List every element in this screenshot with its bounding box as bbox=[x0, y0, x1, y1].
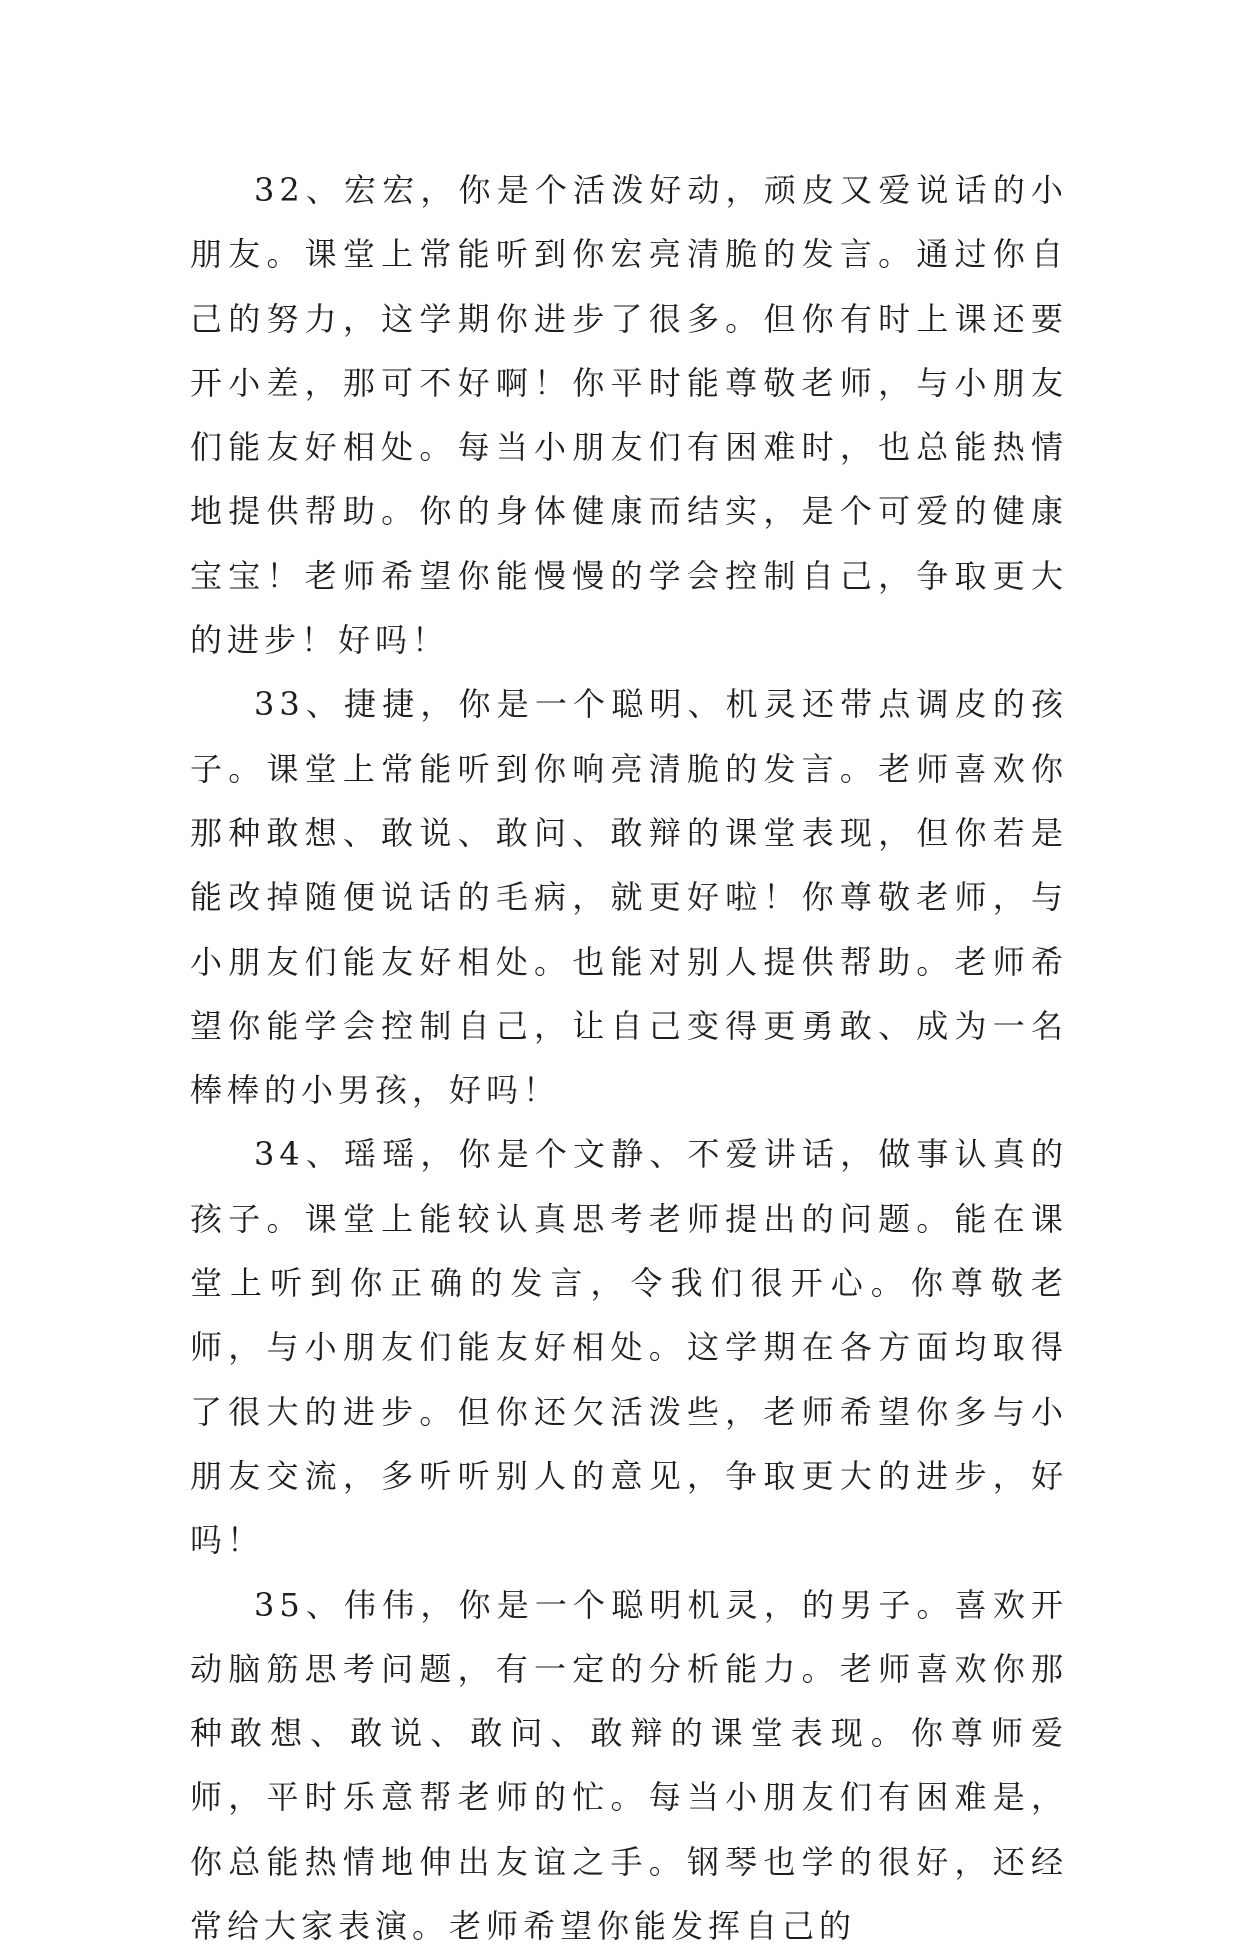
comment-paragraph-34: 34、瑶瑶，你是个文静、不爱讲话，做事认真的孩子。课堂上能较认真思考老师提出的问题。能在课堂上听到你正确的发言，令我们很开心。你尊敬老师，与小朋友们能友好相处。这学期在各方面均取得了很大的进步。但你还欠活泼些，老师希望你多与小朋友交流，多听听别人的意见，争取更大的进步，好吗！ bbox=[190, 1135, 1068, 1560]
comment-paragraph-35: 35、伟伟，你是一个聪明机灵，的男子。喜欢开动脑筋思考问题，有一定的分析能力。老师喜欢你那种敢想、敢说、敢问、敢辩的课堂表现。你尊师爱师，平时乐意帮老师的忙。每当小朋友们有困难是，你总能热情地伸出友谊之手。钢琴也学的很好，还经常给大家表演。老师希望你能发挥自己的 bbox=[190, 1585, 1068, 1946]
document-body bbox=[190, 158, 1068, 1958]
comment-paragraph-32: 32、宏宏，你是个活泼好动，顽皮又爱说话的小朋友。课堂上常能听到你宏亮清脆的发言。通过你自己的努力，这学期你进步了很多。但你有时上课还要开小差，那可不好啊！你平时能尊敬老师，与小朋友们能友好相处。每当小朋友们有困难时，也总能热情地提供帮助。你的身体健康而结实，是个可爱的健康宝宝！老师希望你能慢慢的学会控制自己，争取更大的进步！好吗！ bbox=[190, 171, 1068, 660]
comment-paragraph-33: 33、捷捷，你是一个聪明、机灵还带点调皮的孩子。课堂上常能听到你响亮清脆的发言。老师喜欢你那种敢想、敢说、敢问、敢辩的课堂表现，但你若是能改掉随便说话的毛病，就更好啦！你尊敬老师，与小朋友们能友好相处。也能对别人提供帮助。老师希望你能学会控制自己，让自己变得更勇敢、成为一名棒棒的小男孩，好吗！ bbox=[190, 685, 1068, 1110]
